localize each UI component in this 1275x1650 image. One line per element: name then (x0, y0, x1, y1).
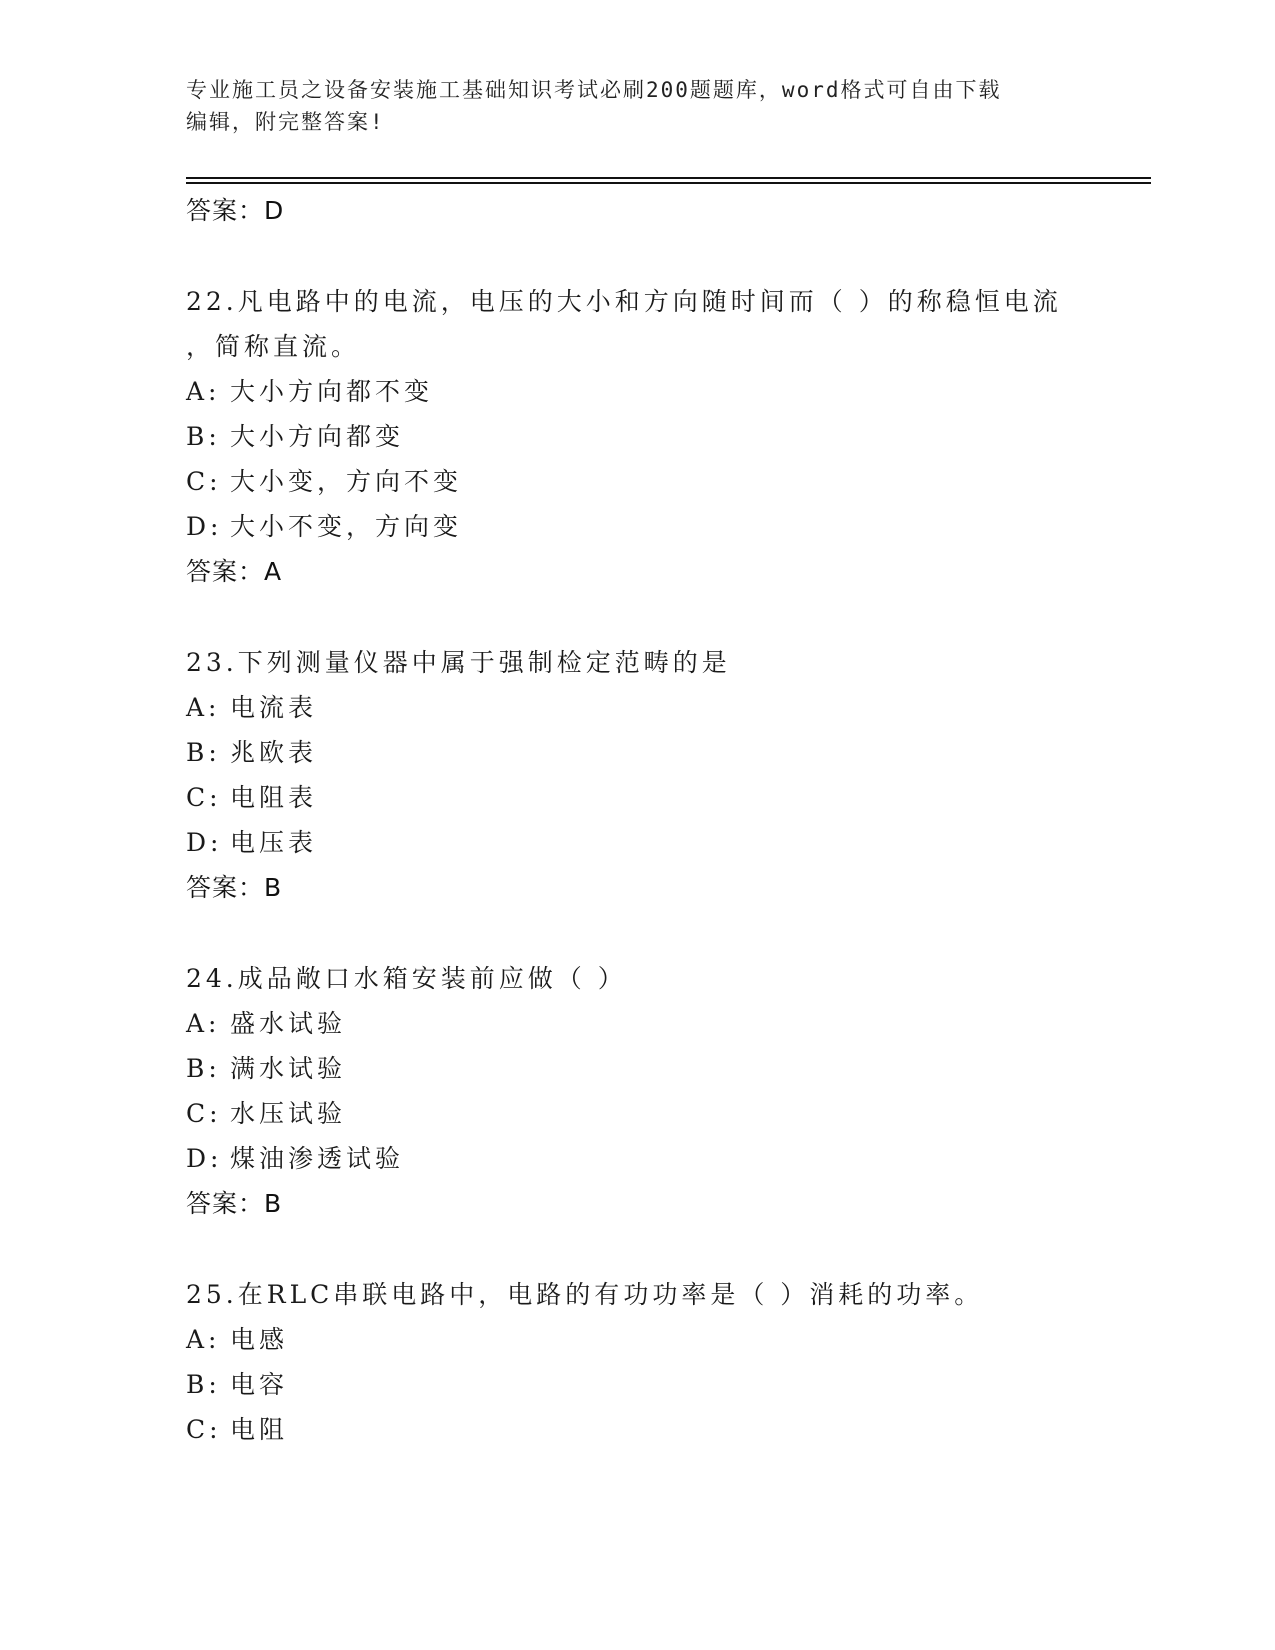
option-d (186, 1136, 1086, 1181)
option-b (186, 1046, 1086, 1091)
answer-line: 答案：D (186, 196, 285, 225)
option-text: 兆欧表 (230, 738, 318, 767)
option-letter: D: (186, 512, 223, 541)
option-b (186, 414, 1086, 459)
option-letter: A: (186, 377, 221, 406)
answer-line: 答案：B (186, 873, 283, 902)
option-text: 大小方向都不变 (230, 377, 434, 406)
question-text-continued: ，简称直流。 (186, 332, 361, 361)
option-text: 盛水试验 (230, 1009, 347, 1038)
header-divider-bottom (186, 182, 1151, 184)
option-letter: A: (186, 693, 221, 722)
option-a (186, 1317, 1086, 1362)
option-b (186, 730, 1086, 775)
option-text: 电感 (230, 1325, 289, 1354)
option-text: 满水试验 (230, 1054, 347, 1083)
question-list (186, 188, 1086, 1452)
option-text: 煤油渗透试验 (230, 1144, 405, 1173)
option-c (186, 775, 1086, 820)
question-text: 24.成品敞口水箱安装前应做（ ） (186, 964, 627, 993)
option-letter: D: (186, 1144, 223, 1173)
option-letter: C: (186, 467, 222, 496)
option-letter: C: (186, 783, 222, 812)
option-letter: C: (186, 1099, 222, 1128)
option-d (186, 820, 1086, 865)
header-divider-top (186, 177, 1151, 179)
question-22 (186, 279, 1086, 595)
question-text: 22.凡电路中的电流，电压的大小和方向随时间而（ ）的称稳恒电流 (186, 287, 1062, 316)
option-letter: B: (186, 738, 221, 767)
option-text: 大小变，方向不变 (230, 467, 463, 496)
option-text: 电阻 (230, 1415, 289, 1444)
option-a (186, 369, 1086, 414)
option-a (186, 685, 1086, 730)
header-title-line-2: 编辑，附完整答案! (186, 110, 385, 134)
answer-line: 答案：B (186, 1189, 283, 1218)
header-title-line-1: 专业施工员之设备安装施工基础知识考试必刷200题题库，word格式可自由下载 (186, 78, 1002, 102)
option-letter: D: (186, 828, 223, 857)
answer-line: 答案：A (186, 557, 283, 586)
option-text: 大小方向都变 (230, 422, 405, 451)
option-a (186, 1001, 1086, 1046)
question-24 (186, 956, 1086, 1227)
question-text: 23.下列测量仪器中属于强制检定范畴的是 (186, 648, 731, 677)
option-letter: B: (186, 1054, 221, 1083)
option-text: 电阻表 (230, 783, 318, 812)
option-text: 水压试验 (230, 1099, 347, 1128)
option-letter: A: (186, 1325, 221, 1354)
option-c (186, 1407, 1086, 1452)
question-23 (186, 640, 1086, 911)
option-text: 电压表 (230, 828, 318, 857)
option-letter: C: (186, 1415, 222, 1444)
option-c (186, 459, 1086, 504)
option-letter: B: (186, 422, 221, 451)
option-b (186, 1362, 1086, 1407)
option-letter: B: (186, 1370, 221, 1399)
option-c (186, 1091, 1086, 1136)
option-text: 电容 (230, 1370, 289, 1399)
option-text: 电流表 (230, 693, 318, 722)
question-25 (186, 1272, 1086, 1452)
question-text: 25.在RLC串联电路中，电路的有功功率是（ ）消耗的功率。 (186, 1280, 984, 1309)
page-header (186, 74, 1066, 138)
option-text: 大小不变，方向变 (230, 512, 463, 541)
option-letter: A: (186, 1009, 221, 1038)
option-d (186, 504, 1086, 549)
